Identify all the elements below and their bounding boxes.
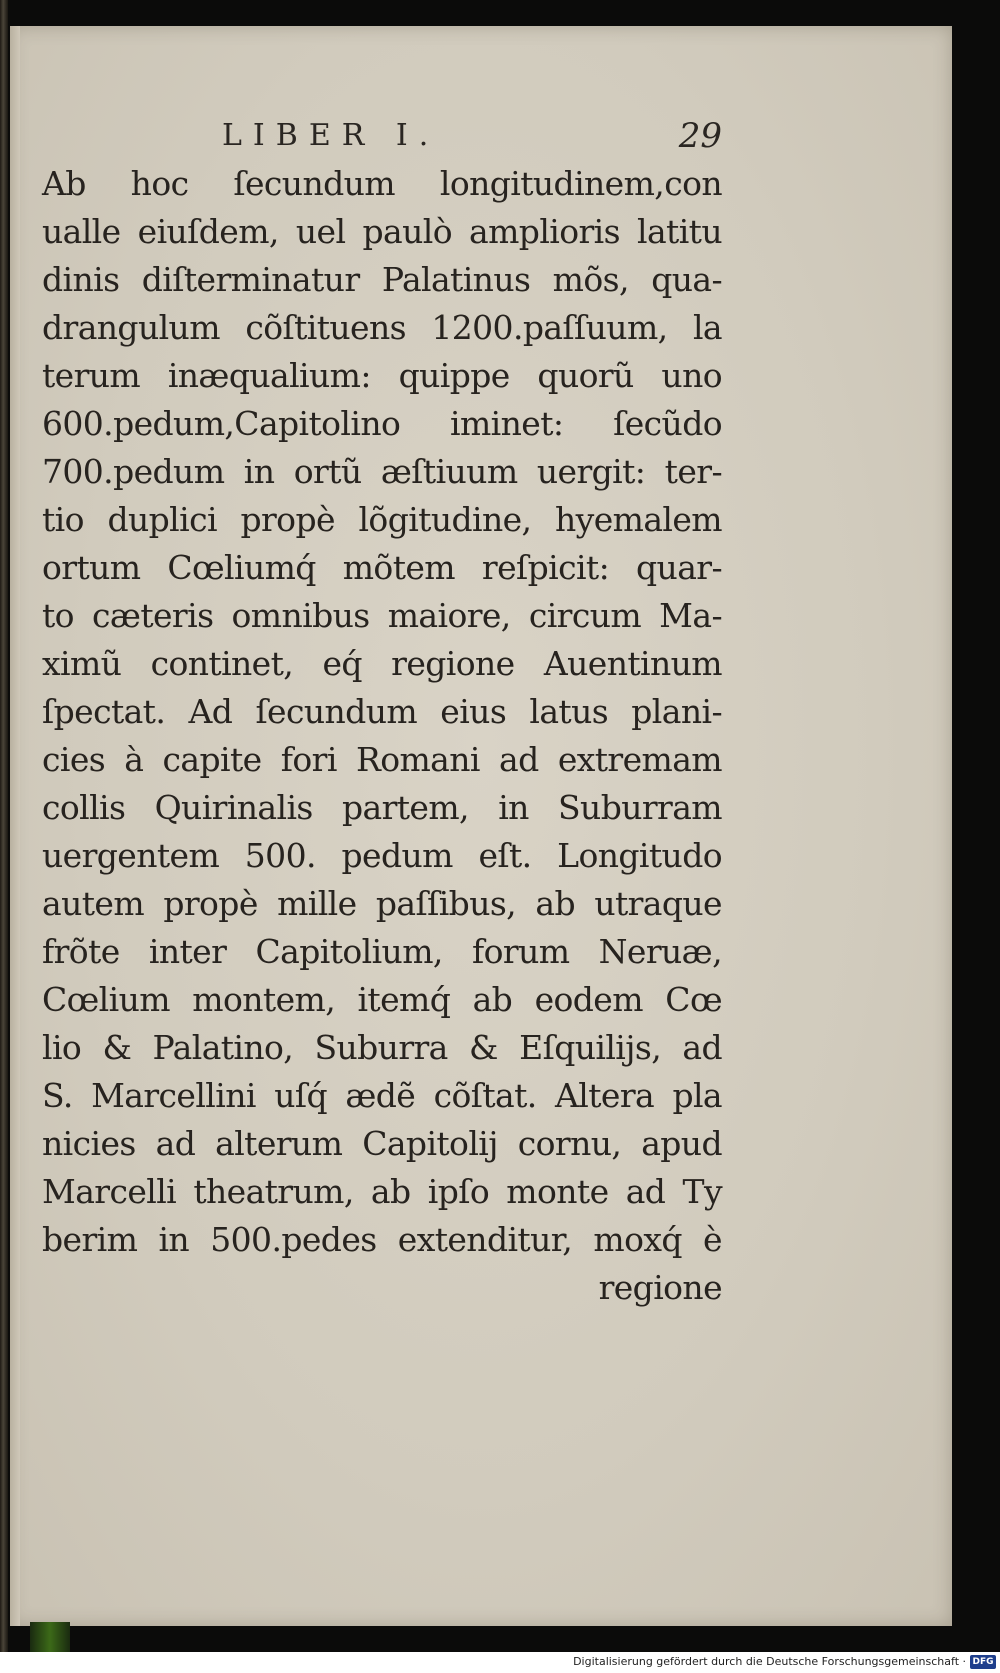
text-line: Cœlium montem, itemq́ ab eodem Cœ bbox=[42, 980, 722, 1019]
text-line: autem propè mille paſſibus, ab utraque bbox=[42, 884, 722, 923]
text-line: Marcelli theatrum, ab ipſo monte ad Ty bbox=[42, 1172, 722, 1211]
text-line: 700.pedum in ortũ æſtiuum uergit: ter- bbox=[42, 452, 722, 491]
text-line: dinis diſterminatur Palatinus mõs, qua- bbox=[42, 260, 722, 299]
page-gutter-edge bbox=[10, 26, 20, 1626]
text-line: terum inæqualium: quippe quorũ uno bbox=[42, 356, 722, 395]
bookmark-ribbon bbox=[30, 1622, 70, 1652]
running-head-title: LIBER I. bbox=[222, 118, 440, 153]
text-line: ortum Cœliumq́ mõtem reſpicit: quar- bbox=[42, 548, 722, 587]
text-line: 600.pedum,Capitolino iminet: ſecũdo bbox=[42, 404, 722, 443]
text-line: lio & Palatino, Suburra & Eſquilijs, ad bbox=[42, 1028, 722, 1067]
body-text bbox=[42, 160, 722, 1312]
dfg-logo[interactable]: DFG bbox=[970, 1655, 996, 1669]
binding-edge bbox=[0, 0, 8, 1652]
text-line: ximũ continet, eq́ regione Auentinum bbox=[42, 644, 722, 683]
text-line: frõte inter Capitolium, forum Neruæ, bbox=[42, 932, 722, 971]
catchword: regione bbox=[598, 1268, 722, 1307]
text-line: tio duplici propè lõgitudine, hyemalem bbox=[42, 500, 722, 539]
text-line: berim in 500.pedes extenditur, moxq́ è bbox=[42, 1220, 722, 1259]
text-line: drangulum cõſtituens 1200.paſſuum, la bbox=[42, 308, 722, 347]
text-line: collis Quirinalis partem, in Suburram bbox=[42, 788, 722, 827]
text-line: to cæteris omnibus maiore, circum Ma- bbox=[42, 596, 722, 635]
footer-bar bbox=[0, 1652, 1000, 1673]
text-line: uergentem 500. pedum eſt. Longitudo bbox=[42, 836, 722, 875]
text-line: cies à capite fori Romani ad extremam bbox=[42, 740, 722, 779]
text-line: nicies ad alterum Capitolij cornu, apud bbox=[42, 1124, 722, 1163]
text-line: ſpectat. Ad ſecundum eius latus plani- bbox=[42, 692, 722, 731]
funding-credit: Digitalisierung gefördert durch die Deutsche Forschungsgemeinschaft · bbox=[573, 1655, 966, 1668]
text-line: Ab hoc ſecundum longitudinem,con bbox=[42, 164, 722, 203]
text-line: ualle eiuſdem, uel paulò amplioris latitu bbox=[42, 212, 722, 251]
text-line: S. Marcellini uſq́ ædẽ cõſtat. Altera pla bbox=[42, 1076, 722, 1115]
running-head bbox=[222, 118, 722, 162]
page-number: 29 bbox=[678, 116, 722, 156]
